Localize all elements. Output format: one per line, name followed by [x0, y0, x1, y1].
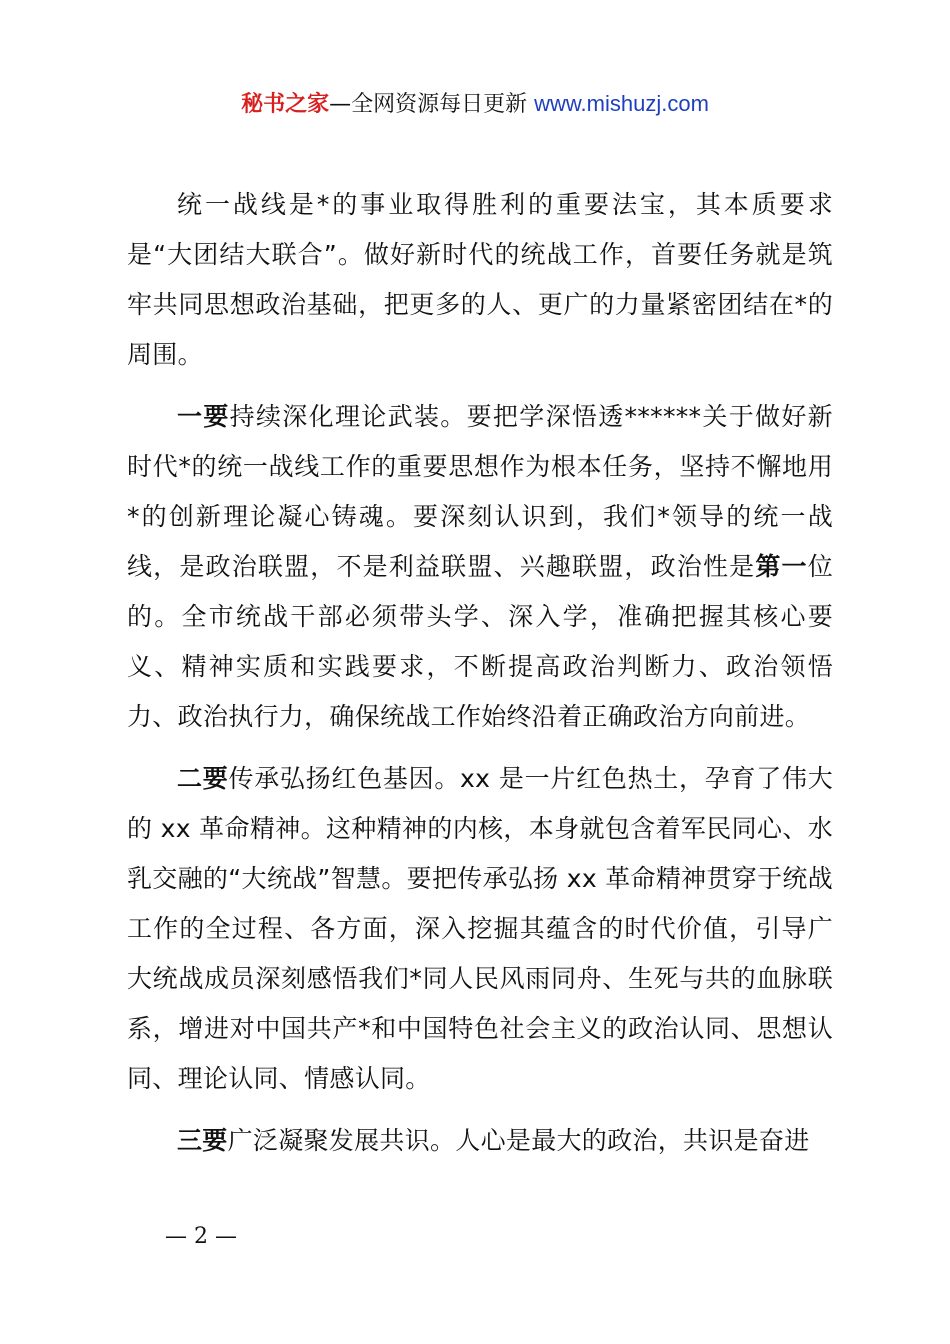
page-number: — 2 —	[165, 1224, 237, 1249]
header-slogan: —全网资源每日更新	[329, 92, 528, 117]
paragraph-text: 统一战线是*的事业取得胜利的重要法宝，其本质要求是“大团结大联合”。做好新时代的统战工作，首要任务就是筑牢共同思想政治基础，把更多的人、更广的力量紧密团结在*的周围。	[127, 190, 833, 369]
paragraph-point-3	[127, 1116, 833, 1166]
paragraph-lead: 三要	[177, 1126, 228, 1155]
paragraph-point-2	[127, 754, 833, 1104]
paragraph-lead: 二要	[177, 764, 229, 793]
paragraph-point-1	[127, 392, 833, 742]
header-url-link[interactable]: www.mishuzj.com	[534, 91, 709, 116]
paragraph-lead: 一要	[177, 402, 230, 431]
document-body	[127, 180, 833, 1166]
brand-name: 秘书之家	[241, 92, 330, 117]
paragraph-text: 传承弘扬红色基因。xx 是一片红色热土，孕育了伟大的 xx 革命精神。这种精神的内核，本身就包含着军民同心、水乳交融的“大统战”智慧。要把传承弘扬 xx 革命精神贯穿于统战工作的全过程、各方面，深入挖掘其蕴含的时代价值，引导广大统战成员深刻感悟我们*同人民风雨同舟、生死与共的血脉联系，增进对中国共产*和中国特色社会主义的政治认同、思想认同、理论认同、情感认同。	[127, 764, 833, 1093]
paragraph-text-continued: 位的。全市统战干部必须带头学、深入学，准确把握其核心要义、精神实质和实践要求，不断提高政治判断力、政治领悟力、政治执行力，确保统战工作始终沿着正确政治方向前进。	[127, 552, 834, 731]
paragraph-text: 持续深化理论武装。要把学深悟透******关于做好新时代*的统一战线工作的重要思想作为根本任务，坚持不懈地用*的创新理论凝心铸魂。要深刻认识到，我们*领导的统一战线，是政治联盟，不是利益联盟、兴趣联盟，政治性是	[127, 402, 833, 581]
paragraph-bold-inline: 第一	[755, 552, 808, 581]
page-header	[0, 88, 950, 121]
paragraph-intro	[127, 180, 833, 380]
paragraph-text: 广泛凝聚发展共识。人心是最大的政治，共识是奋进	[227, 1126, 810, 1155]
